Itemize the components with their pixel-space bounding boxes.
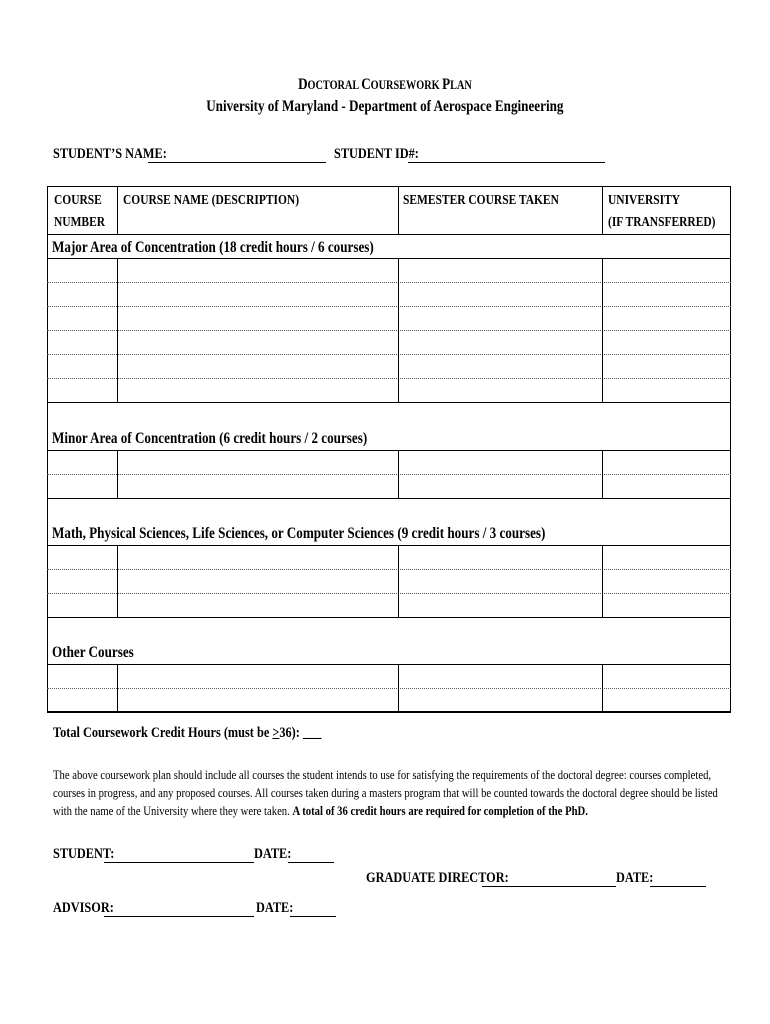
table-cell[interactable] — [399, 355, 601, 377]
student-date-line[interactable] — [288, 862, 334, 863]
coursework-table — [47, 186, 731, 712]
row-border — [47, 498, 731, 499]
section-title-math-text: Math, Physical Sciences, Life Sciences, or Computer Sciences (9 credit hours / 3 courses) — [52, 525, 546, 542]
advisor-date-label-text: DATE: — [256, 900, 294, 916]
table-cell[interactable] — [399, 570, 601, 592]
director-signature-line[interactable] — [482, 886, 616, 887]
table-cell[interactable] — [118, 546, 397, 568]
student-name-field[interactable] — [148, 162, 326, 163]
director-date-line[interactable] — [650, 886, 706, 887]
total-label-prefix: Total Coursework Credit Hours (must be — [53, 725, 273, 741]
advisor-signature-label-text: ADVISOR: — [53, 900, 114, 916]
table-cell[interactable] — [48, 475, 116, 497]
student-name-label-text: STUDENT’S NAME: — [53, 146, 167, 162]
table-cell[interactable] — [48, 546, 116, 568]
table-cell[interactable] — [118, 594, 397, 616]
form-subtitle — [0, 98, 770, 116]
student-signature-label-text: STUDENT: — [53, 846, 115, 862]
table-cell[interactable] — [399, 475, 601, 497]
row-border — [47, 402, 731, 403]
header-semester — [403, 190, 593, 212]
header-course-name-text: COURSE NAME (DESCRIPTION) — [123, 193, 300, 208]
row-border — [47, 617, 731, 618]
table-cell[interactable] — [399, 451, 601, 473]
title-letter-d: D — [298, 76, 308, 93]
table-cell[interactable] — [118, 665, 397, 687]
table-cell[interactable] — [399, 665, 601, 687]
section-title-minor-text: Minor Area of Concentration (6 credit hours / 2 courses) — [52, 430, 368, 447]
director-date-label — [616, 870, 662, 887]
table-cell[interactable] — [399, 379, 601, 401]
header-course-number — [54, 190, 116, 234]
row-border — [47, 712, 731, 713]
table-top-border — [47, 186, 731, 187]
table-cell[interactable] — [603, 307, 729, 329]
header-column-divider — [47, 186, 48, 234]
table-bottom-border — [47, 711, 731, 712]
note-text: The above coursework plan should include all courses the student intends to use for satisfying the requirements of the doctoral degree: courses completed, courses in progress, and any proposed courses. All courses taken during a masters program that will be counted towards the doctoral degree should be listed with the name of the University where they were taken. — [53, 767, 718, 818]
advisor-date-label — [256, 900, 302, 917]
table-cell[interactable] — [118, 689, 397, 711]
table-cell[interactable] — [399, 331, 601, 353]
section-title-math — [52, 524, 654, 544]
title-letter-p: P — [442, 76, 451, 93]
total-label-gt: > — [272, 725, 280, 741]
student-date-label — [254, 846, 300, 863]
header-course-number-line1: COURSE — [54, 193, 102, 208]
section-title-minor — [52, 429, 436, 449]
header-column-divider — [398, 186, 399, 234]
director-signature-label-text: GRADUATE DIRECTOR: — [366, 870, 509, 886]
table-cell[interactable] — [603, 689, 729, 711]
student-signature-line[interactable] — [104, 862, 254, 863]
total-label-suffix: 36): ___ — [279, 725, 322, 741]
table-cell[interactable] — [603, 665, 729, 687]
form-title — [0, 74, 770, 94]
header-course-number-line2: NUMBER — [54, 215, 106, 230]
section-title-other — [52, 643, 152, 663]
table-cell[interactable] — [603, 451, 729, 473]
student-date-label-text: DATE: — [254, 846, 292, 862]
instructions-note — [53, 766, 725, 820]
director-signature-label — [366, 870, 540, 887]
table-cell[interactable] — [48, 451, 116, 473]
header-bottom-border — [47, 234, 731, 235]
table-cell[interactable] — [48, 259, 116, 281]
note-bold: A total of 36 credit hours are required for completion of the PhD. — [292, 803, 588, 818]
header-column-divider — [730, 186, 731, 234]
table-cell[interactable] — [399, 307, 601, 329]
header-course-name — [123, 190, 338, 212]
table-cell[interactable] — [118, 475, 397, 497]
header-column-divider — [117, 186, 118, 234]
table-cell[interactable] — [48, 283, 116, 305]
title-part-2: OURSEWORK — [370, 78, 443, 92]
table-cell[interactable] — [48, 594, 116, 616]
title-part-1: OCTORAL — [307, 78, 362, 92]
table-cell[interactable] — [399, 689, 601, 711]
student-signature-label — [53, 846, 128, 863]
table-cell[interactable] — [48, 570, 116, 592]
table-cell[interactable] — [399, 594, 601, 616]
header-university-line2: (IF TRANSFERRED) — [608, 215, 716, 230]
table-cell[interactable] — [48, 379, 116, 401]
subtitle-text: University of Maryland - Department of Aerospace Engineering — [206, 98, 564, 115]
total-credit-hours — [53, 725, 380, 742]
table-cell[interactable] — [603, 546, 729, 568]
title-part-3: LAN — [450, 78, 472, 92]
table-cell[interactable] — [118, 451, 397, 473]
table-cell[interactable] — [118, 379, 397, 401]
table-cell[interactable] — [48, 307, 116, 329]
table-cell[interactable] — [118, 570, 397, 592]
table-cell[interactable] — [603, 570, 729, 592]
table-cell[interactable] — [48, 355, 116, 377]
table-cell[interactable] — [399, 546, 601, 568]
table-cell[interactable] — [118, 331, 397, 353]
header-semester-text: SEMESTER COURSE TAKEN — [403, 193, 559, 208]
student-name-label — [53, 146, 192, 163]
header-university — [608, 190, 739, 234]
table-cell[interactable] — [603, 259, 729, 281]
table-cell[interactable] — [118, 307, 397, 329]
section-title-major — [52, 238, 444, 258]
table-cell[interactable] — [603, 475, 729, 497]
student-id-field[interactable] — [408, 162, 605, 163]
table-cell[interactable] — [603, 379, 729, 401]
student-id-label-text: STUDENT ID#: — [334, 146, 419, 162]
table-cell[interactable] — [603, 283, 729, 305]
header-column-divider — [602, 186, 603, 234]
table-cell[interactable] — [603, 355, 729, 377]
table-cell[interactable] — [118, 283, 397, 305]
director-date-label-text: DATE: — [616, 870, 654, 886]
table-cell[interactable] — [118, 355, 397, 377]
table-cell[interactable] — [48, 665, 116, 687]
title-letter-c: C — [361, 76, 371, 93]
student-id-label — [334, 146, 438, 163]
table-cell[interactable] — [603, 594, 729, 616]
advisor-date-line[interactable] — [290, 916, 336, 917]
section-title-other-text: Other Courses — [52, 644, 134, 661]
advisor-signature-label — [53, 900, 127, 917]
table-cell[interactable] — [399, 259, 601, 281]
section-title-major-text: Major Area of Concentration (18 credit hours / 6 courses) — [52, 239, 374, 256]
header-university-line1: UNIVERSITY — [608, 193, 681, 208]
table-cell[interactable] — [118, 259, 397, 281]
table-cell[interactable] — [603, 331, 729, 353]
table-cell[interactable] — [48, 331, 116, 353]
advisor-signature-line[interactable] — [104, 916, 254, 917]
table-cell[interactable] — [399, 283, 601, 305]
table-cell[interactable] — [48, 689, 116, 711]
